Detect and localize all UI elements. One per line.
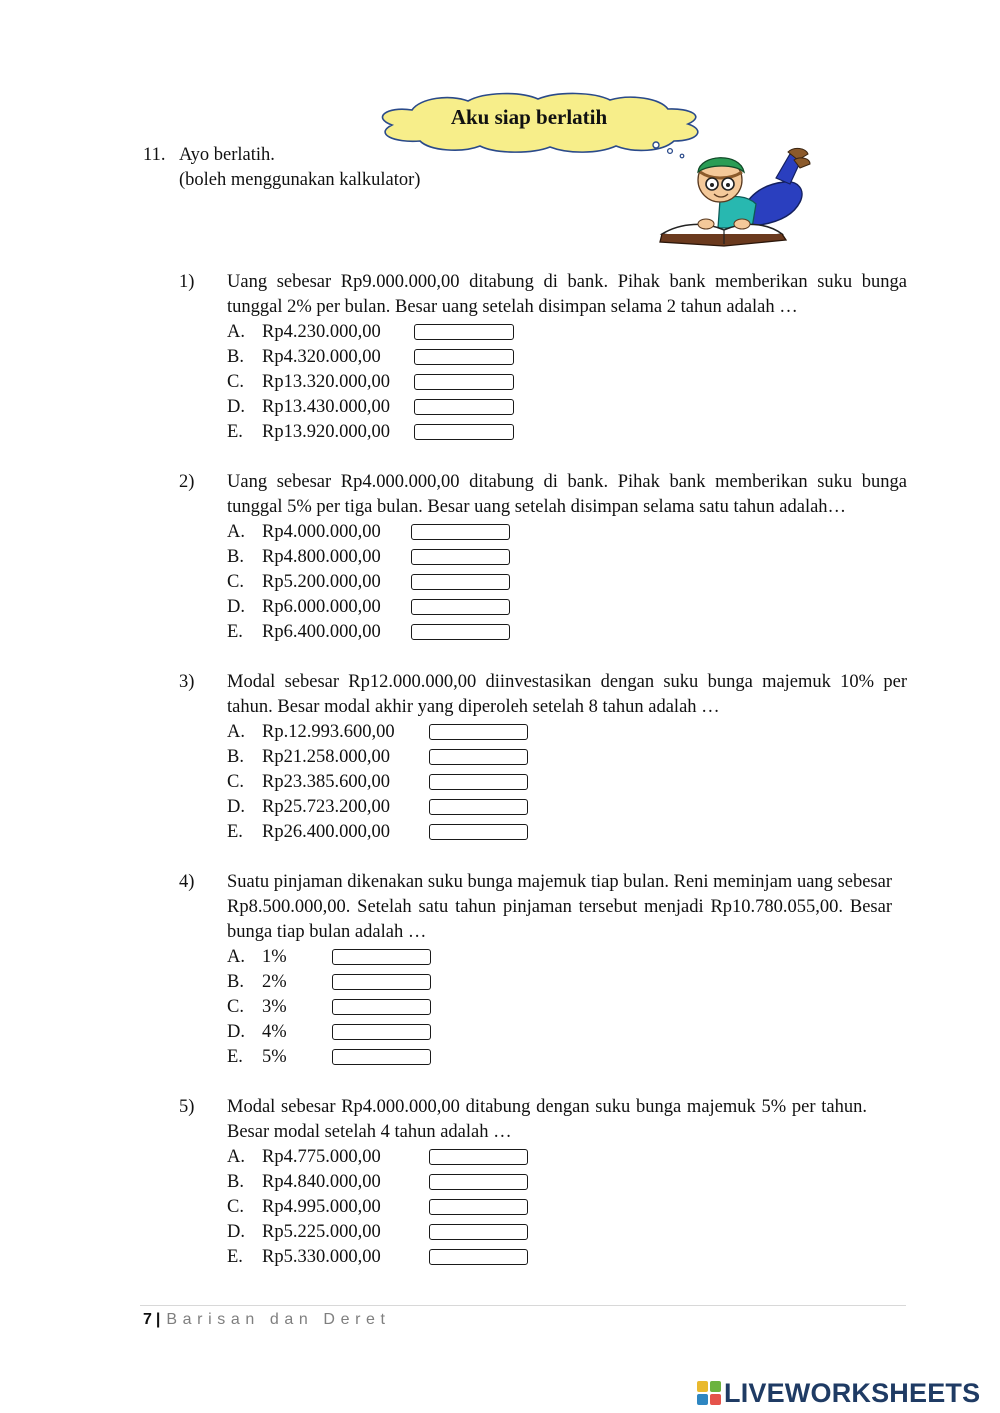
liveworksheets-brand[interactable] [697,1376,980,1410]
reading-kid-illustration [648,138,814,250]
answer-box[interactable] [332,1024,431,1040]
option-value: Rp5.200.000,00 [262,572,381,592]
answer-box[interactable] [429,774,528,790]
option-letter: B. [227,547,244,567]
answer-box[interactable] [332,974,431,990]
option-value: 4% [262,1022,287,1042]
option-value: Rp5.225.000,00 [262,1222,381,1242]
option-value: 3% [262,997,287,1017]
option-value: Rp4.840.000,00 [262,1172,381,1192]
option-letter: B. [227,747,244,767]
option-value: Rp23.385.600,00 [262,772,390,792]
page-footer [143,1311,391,1329]
option-letter: A. [227,322,245,342]
answer-box[interactable] [414,324,514,340]
question-number: 3) [179,672,195,692]
exercise-number: 11. [143,145,166,165]
question-number: 2) [179,472,195,492]
answer-box[interactable] [411,524,510,540]
option-value: Rp25.723.200,00 [262,797,390,817]
footer-separator: | [155,1311,161,1328]
exercise-note: (boleh menggunakan kalkulator) [179,170,421,190]
option-letter: A. [227,947,245,967]
option-value: Rp6.000.000,00 [262,597,381,617]
answer-box[interactable] [414,399,514,415]
question-number: 1) [179,272,195,292]
footer-title: Barisan dan Deret [166,1311,391,1328]
option-value: 2% [262,972,287,992]
answer-box[interactable] [429,1249,528,1265]
option-letter: D. [227,1022,245,1042]
option-value: 5% [262,1047,287,1067]
question-text: Uang sebesar Rp4.000.000,00 ditabung di bank. Pihak bank memberikan suku bunga tunggal 5% per tiga bulan. Besar uang setelah disimpan selama satu tahun adalah… [227,472,907,517]
option-letter: D. [227,597,245,617]
option-value: Rp4.230.000,00 [262,322,381,342]
option-letter: A. [227,722,245,742]
option-value: Rp13.320.000,00 [262,372,390,392]
option-letter: E. [227,1047,243,1067]
answer-box[interactable] [414,374,514,390]
option-value: Rp4.775.000,00 [262,1147,381,1167]
answer-box[interactable] [429,749,528,765]
answer-box[interactable] [332,999,431,1015]
option-letter: B. [227,347,244,367]
option-value: Rp13.430.000,00 [262,397,390,417]
option-value: Rp6.400.000,00 [262,622,381,642]
option-value: Rp26.400.000,00 [262,822,390,842]
option-value: Rp4.320.000,00 [262,347,381,367]
option-letter: A. [227,1147,245,1167]
option-letter: E. [227,1247,243,1267]
question-text: Modal sebesar Rp12.000.000,00 diinvestasikan dengan suku bunga majemuk 10% per tahun. Besar modal akhir yang diperoleh setelah 8 tahun adalah … [227,672,907,717]
option-value: Rp4.000.000,00 [262,522,381,542]
option-letter: E. [227,422,243,442]
question-text: Uang sebesar Rp9.000.000,00 ditabung di bank. Pihak bank memberikan suku bunga tunggal 2% per bulan. Besar uang setelah disimpan selama 2 tahun adalah … [227,272,907,317]
answer-box[interactable] [429,824,528,840]
answer-box[interactable] [411,549,510,565]
option-letter: B. [227,1172,244,1192]
question-number: 4) [179,872,195,892]
answer-box[interactable] [332,1049,431,1065]
liveworksheets-logo-icon [697,1381,721,1405]
option-letter: C. [227,772,244,792]
answer-box[interactable] [429,1149,528,1165]
option-letter: D. [227,1222,245,1242]
answer-box[interactable] [332,949,431,965]
answer-box[interactable] [429,1199,528,1215]
brand-name: LIVEWORKSHEETS [724,1377,981,1408]
question-text: Modal sebesar Rp4.000.000,00 ditabung dengan suku bunga majemuk 5% per tahun. Besar modal setelah 4 tahun adalah … [227,1097,867,1142]
answer-box[interactable] [411,574,510,590]
option-value: Rp4.800.000,00 [262,547,381,567]
answer-box[interactable] [411,624,510,640]
option-value: Rp.12.993.600,00 [262,722,395,742]
answer-box[interactable] [414,349,514,365]
option-value: 1% [262,947,287,967]
option-letter: C. [227,997,244,1017]
answer-box[interactable] [429,1174,528,1190]
option-letter: E. [227,622,243,642]
option-letter: B. [227,972,244,992]
page-number: 7 [143,1311,152,1328]
header-title: Aku siap berlatih [450,105,608,129]
option-letter: D. [227,397,245,417]
option-value: Rp4.995.000,00 [262,1197,381,1217]
option-letter: A. [227,522,245,542]
option-value: Rp21.258.000,00 [262,747,390,767]
footer-divider [140,1305,906,1306]
answer-box[interactable] [411,599,510,615]
question-number: 5) [179,1097,195,1117]
option-letter: C. [227,572,244,592]
option-value: Rp13.920.000,00 [262,422,390,442]
answer-box[interactable] [429,724,528,740]
option-letter: E. [227,822,243,842]
option-letter: D. [227,797,245,817]
answer-box[interactable] [429,799,528,815]
exercise-instruction: Ayo berlatih. [179,145,275,165]
option-letter: C. [227,372,244,392]
question-text: Suatu pinjaman dikenakan suku bunga majemuk tiap bulan. Reni meminjam uang sebesar Rp8.500.000,00. Setelah satu tahun pinjaman tersebut menjadi Rp10.780.055,00. Besar bunga tiap bulan adalah … [227,872,892,942]
option-letter: C. [227,1197,244,1217]
answer-box[interactable] [429,1224,528,1240]
answer-box[interactable] [414,424,514,440]
option-value: Rp5.330.000,00 [262,1247,381,1267]
